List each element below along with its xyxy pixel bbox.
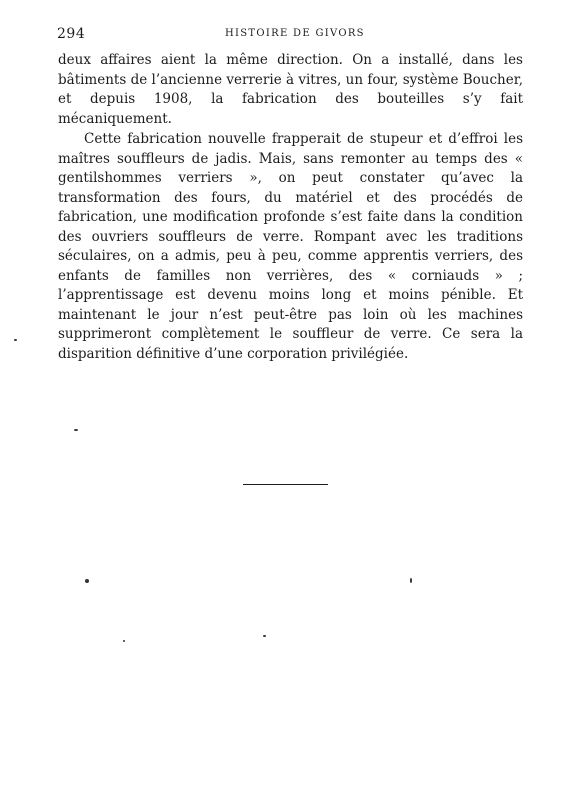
section-end-rule	[243, 484, 328, 485]
paragraph-continuation: deux affaires aient la même direction. On a installé, dans les bâtiments de l’ancienne verrerie à vitres, un four, système Boucher, et depuis 1908, la fabrication des bouteilles s’y fait mécaniquement.	[58, 52, 523, 127]
paper-speck	[14, 339, 17, 341]
paper-speck	[123, 640, 125, 642]
paper-speck	[85, 579, 89, 583]
paper-speck	[410, 578, 412, 583]
running-head	[57, 26, 522, 42]
paper-speck	[263, 635, 266, 637]
running-title: HISTOIRE DE GIVORS	[225, 28, 365, 39]
page-number: 294	[57, 26, 86, 42]
paragraph-glassblowers: Cette fabrication nouvelle frapperait de stupeur et d’effroi les maîtres souffleurs de jadis. Mais, sans remonter au temps des « gentilshommes verriers », on peut constater qu’avec la transformation des fours, du matériel et des procédés de fabrication, une modification profonde s’est faite dans la condition des ouvriers souffleurs de verre. Rompant avec les traditions séculaires, on a admis, peu à peu, comme apprentis verriers, des enfants de familles non verrières, des « corniauds » ; l’apprentissage est devenu moins long et moins pénible. Et maintenant le jour n’est peut-être pas loin où les machines supprimeront complètement le souffleur de verre. Ce sera la disparition définitive d’une corporation privilégiée.	[58, 131, 523, 362]
body-text	[58, 51, 523, 364]
paper-speck	[74, 429, 78, 431]
